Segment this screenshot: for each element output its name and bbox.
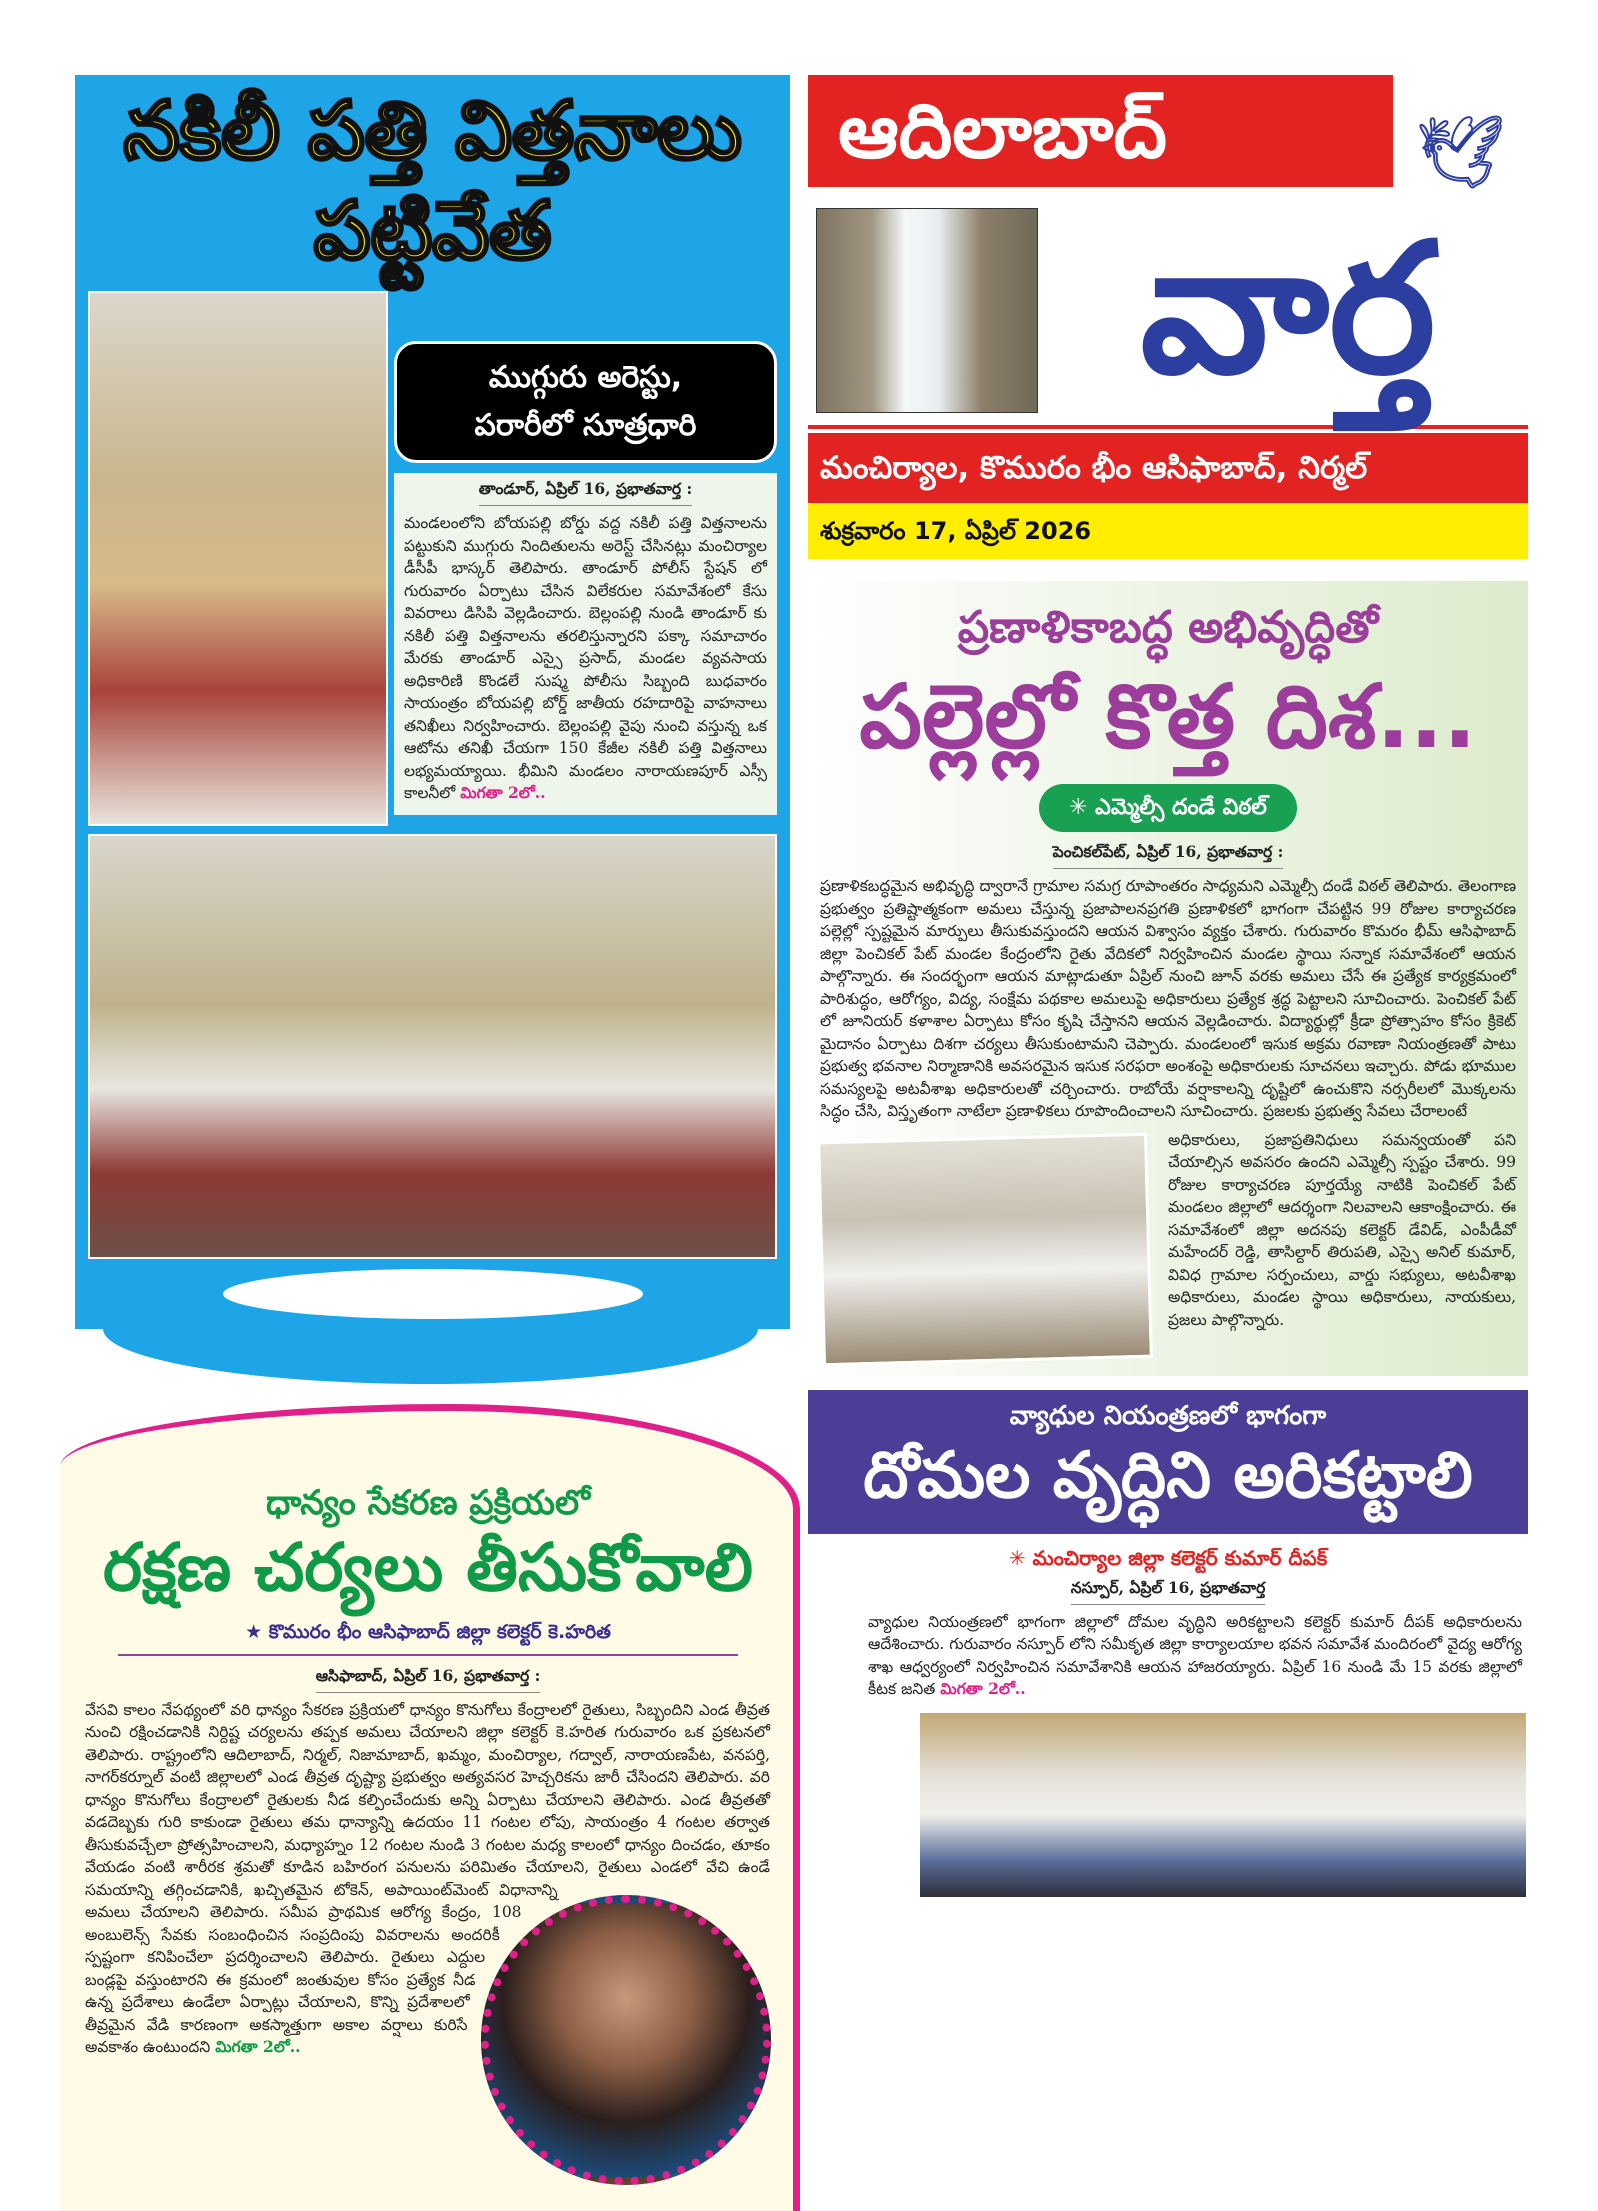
masthead-logo-row [808, 195, 1528, 429]
story1-subhead [394, 341, 777, 463]
story1-box-bottom [103, 1329, 758, 1384]
dove-logo-icon: 🕊 [1416, 111, 1505, 193]
right-column [808, 75, 1528, 1899]
story1-box [75, 75, 790, 1329]
story1-dateline: తాండూర్, ఏప్రిల్ 16, ప్రభాతవార్త : [479, 479, 692, 506]
story4-continued-link[interactable]: మిగతా 2లో.. [940, 1679, 1026, 1699]
story3-byline: ★ కొమురం భీం ఆసిఫాబాద్ జిల్లా కలెక్టర్ కె.హరిత [118, 1621, 738, 1656]
story4-dateline-wrap [808, 1578, 1528, 1605]
story3-photo-collector [481, 1895, 771, 2185]
story4-body-text: వ్యాధుల నియంత్రణలో భాగంగా జిల్లాలో దోమల వృద్ధిని అరికట్టాలని కలెక్టర్ కుమార్ దీపక్ అధికారులను ఆదేశించారు. గురువారం నస్పూర్ లోని సమీకృత జిల్లా కార్యాలయాల భవన సమావేశ మందిరంలో వైద్య ఆరోగ్య శాఖ ఆధ్వర్యంలో నిర్వహించిన సమావేశానికి ఆయన హాజరయ్యారు. ఏప్రిల్ 16 నుండి మే 15 వరకు జిల్లాలో కీటక జనిత [868, 1612, 1522, 1699]
story4-headline: దోమల వృద్ధిని అరికట్టాలి [863, 1439, 1473, 1514]
story1-photo-inspection [88, 291, 388, 826]
story2-kicker: ప్రణాళికాబద్ధ అభివృద్ధితో [957, 602, 1379, 653]
story2-box [808, 581, 1528, 1376]
story2-row [820, 1129, 1516, 1362]
story3-dateline: ఆసిఫాబాద్, ఏప్రిల్ 16, ప్రభాతవార్త : [316, 1666, 541, 1693]
story2-dateline: పెంచికల్‌పేట్, ఏప్రిల్ 16, ప్రభాతవార్త : [1053, 842, 1284, 869]
story1-subhead-line1: ముగ్గురు అరెస్టు, [488, 360, 683, 395]
story4-byline: ✳ మంచిర్యాల జిల్లా కలెక్టర్ కుమార్ దీపక్ [1008, 1545, 1328, 1570]
story1-photo-accused [88, 834, 777, 1259]
masthead-title-main: వార్త [1140, 205, 1436, 414]
story3-float-spacer [770, 1699, 771, 1889]
story1-body [404, 512, 767, 805]
story4-body [808, 1611, 1528, 1701]
masthead-date: శుక్రవారం 17, ఏప్రిల్ 2026 [808, 503, 1528, 559]
decorative-oval [223, 1269, 643, 1319]
story4-headline-box [808, 1390, 1528, 1534]
story1-text [394, 473, 777, 815]
story2-headline: పల్లెల్లో కొత్త దిశ... [859, 665, 1477, 769]
story2-photo-meeting [817, 1132, 1153, 1366]
masthead-districts: మంచిర్యాల, కొమురం భీం ఆసిఫాబాద్, నిర్మల్ [808, 433, 1528, 503]
story1-row [88, 291, 777, 826]
story4-dateline: నస్పూర్, ఏప్రిల్ 16, ప్రభాతవార్త [1071, 1578, 1266, 1605]
left-column [60, 75, 800, 2211]
story3-body [85, 1699, 771, 2191]
story1-body-text: మండలంలోని బోయపల్లి బోర్డు వద్ద నకిలీ పత్తి విత్తనాలను పట్టుకుని ముగ్గురు నిందితులను అరెస్ట్ చేసినట్లు మంచిర్యాల డీసీపీ భాస్కర్ తెలిపారు. తాండూర్ పోలీస్ స్టేషన్ లో గురువారం ఏర్పాటు చేసిన విలేకరుల సమావేశంలో కేసు వివరాలు డిసిపి వెల్లడించారు. బెల్లంపల్లి నుండి తాండూర్ కు నకిలీ పత్తి విత్తనాలను తరలిస్తున్నారని పక్కా సమాచారం మేరకు తాండూర్ ఎస్సై ప్రసాద్, మండల వ్యవసాయ అధికారిణి కొండలే సుష్మ పోలీసు సిబ్బంది బుధవారం సాయంత్రం బోయపల్లి బోర్డ్ జాతీయ రహదారిపై వాహనాలు తనిఖీలు నిర్వహించారు. బెల్లంపల్లి వైపు నుంచి వస్తున్న ఒక ఆటోను తనిఖీ చేయగా 150 కేజీల నకిలీ పత్తి విత్తనాలు లభ్యమయ్యాయి. భీమిని మండలం నారాయణపూర్ ఎస్సీ కాలనీలో [404, 514, 767, 802]
story1-right [394, 291, 777, 815]
story1-continued-link[interactable]: మిగతా 2లో.. [460, 783, 546, 802]
story3-headline: రక్షణ చర్యలు తీసుకోవాలి [103, 1529, 753, 1607]
story3-box [60, 1404, 800, 2211]
story3-body-text: వేసవి కాలం నేపథ్యంలో వరి ధాన్యం సేకరణ ప్రక్రియలో ధాన్యం కొనుగోలు కేంద్రాలలో రైతులు, సిబ్బందిని ఎండ తీవ్రత నుంచి రక్షించడానికి నిర్దిష్ట చర్యలను తప్పక అమలు చేయాలని జిల్లా కలెక్టర్ కె.హరిత గురువారం ఒక ప్రకటనలో తెలిపారు. రాష్ట్రంలోని ఆదిలాబాద్, నిర్మల్, నిజామాబాద్, ఖమ్మం, మంచిర్యాల, గద్వాల్, నారాయణపేట, వనపర్తి, నాగర్‌కర్నూల్ వంటి జిల్లాలలో ఎండ తీవ్రత దృష్ట్యా ప్రభుత్వం అత్యవసర హెచ్చరికను జారీ చేసిందని తెలిపారు. వరి ధాన్యం కొనుగోలు కేంద్రాలలో రైతులకు నీడ కల్పించేందుకు అన్ని ఏర్పాటు చేయాలని తెలిపారు. ఎండ తీవ్రతతో వడదెబ్బకు గురి కాకుండా రైతులు తమ ధాన్యాన్ని ఉదయం 11 గంటల లోపు, సాయంత్రం 4 గంటల తర్వాత తీసుకువచ్చేలా ప్రోత్సహించాలని, మధ్యాహ్నం 12 గంటల నుండి 3 గంటల మధ్య కాలంలో ధాన్యం దించడం, తూకం వేయడం వంటి శారీరక శ్రమతో కూడిన బహిరంగ పనులను పరిమితం చేయాలని, రైతులు ఎండలో వేచి ఉండే సమయాన్ని తగ్గించడానికి, ఖచ్చితమైన టోకెన్, అపాయింట్‌మెంట్ విధానాన్ని అమలు చేయాలని తెలిపారు. సమీప ప్రాథమిక ఆరోగ్య కేంద్రం, 108 అంబులెన్స్ సేవకు సంబంధించిన సంప్రదింపు వివరాలను అందరికీ స్పష్టంగా కనిపించేలా ప్రదర్శించాలని తెలిపారు. రైతులు ఎద్దుల బండ్లపై వస్తుంటారని ఈ క్రమంలో జంతువుల కోసం ప్రత్యేక నీడ ఉన్న ప్రదేశాలు ఉండేలా ఏర్పాట్లు చేయాలని, కొన్ని ప్రదేశాలలో తీవ్రమైన వేడి కారణంగా అకస్మాత్తుగా అకాల వర్షాలు కురిసే అవకాశం ఉంటుందని [85, 1700, 770, 2057]
story2-body-column: అధికారులు, ప్రజాప్రతినిధులు సమన్వయంతో పని చేయాల్సిన అవసరం ఉందని ఎమ్మెల్సీ స్పష్టం చేశారు. 99 రోజుల కార్యాచరణ పూర్తయ్యే నాటికి పెంచికల్ పేట్ మండలం జిల్లాలో ఆదర్శంగా నిలవాలని ఆకాంక్షించారు. ఈ సమావేశంలో జిల్లా అదనపు కలెక్టర్ డేవిడ్, ఎంపీడీవో మహేందర్ రెడ్డి, తాసిల్దార్ తిరుపతి, ఎస్సై అనిల్ కుమార్, వివిధ గ్రామాల సర్పంచులు, వార్డు సభ్యులు, అటవీశాఖ అధికారులు, మండల స్థాయి అధికారులు, నాయకులు, ప్రజలు పాల్గొన్నారు. [1168, 1130, 1516, 1329]
waterfall-photo [816, 208, 1038, 413]
masthead-top [808, 75, 1528, 193]
story2-byline: ✳ ఎమ్మెల్సీ దండే విఠల్ [1039, 784, 1297, 832]
story1-headline: నకిలీ పత్తి విత్తనాలు పట్టివేత [123, 84, 742, 277]
story3-continued-link[interactable]: మిగతా 2లో.. [215, 2037, 301, 2057]
masthead-title-top: ఆదిలాబాద్ [808, 75, 1393, 187]
story4-photo-meeting [918, 1711, 1528, 1899]
story4-kicker: వ్యాధుల నియంత్రణలో భాగంగా [1009, 1400, 1327, 1431]
story1-subhead-line2: పరారీలో సూత్రధారి [474, 408, 697, 443]
story2-body: ప్రణాళికబద్ధమైన అభివృద్ధి ద్వారానే గ్రామాల సమగ్ర రూపాంతరం సాధ్యమని ఎమ్మెల్సీ దండే విఠల్ తెలిపారు. తెలంగాణ ప్రభుత్వం ప్రతిష్టాత్మకంగా అమలు చేస్తున్న ప్రజాపాలనప్రగతి ప్రణాళికలో భాగంగా చేపట్టిన 99 రోజుల కార్యాచరణ పల్లెల్లో స్పష్టమైన మార్పులు తీసుకువస్తుందని ఆయన విశ్వాసం వ్యక్తం చేశారు. గురువారం కొమరం భీమ్ ఆసిఫాబాద్ జిల్లా పెంచికల్ పేట్ మండల కేంద్రంలోని రైతు వేదికలో నిర్వహించిన మండల స్థాయి సన్నాక సమావేశంలో ఆయన పాల్గొన్నారు. ఈ సందర్భంగా ఆయన మాట్లాడుతూ ఏప్రిల్ నుంచి జూన్ వరకు అమలు చేసే ఈ ప్రత్యేక కార్యక్రమంలో పారిశుద్ధం, ఆరోగ్యం, విద్య, సంక్షేమ పథకాల అమలుపై అధికారులు ప్రత్యేక శ్రద్ధ పెట్టాలని సూచించారు. పెంచికల్ పేట్ లో జూనియర్ కళాశాల ఏర్పాటు కోసం కృషి చేస్తానని ఆయన వెల్లడించారు. విద్యార్థుల్లో క్రీడా ప్రోత్సాహం కోసం క్రికెట్ మైదానం ఏర్పాటు దిశగా చర్యలు తీసుకుంటామని చెప్పారు. మండలంలో ఇసుక అక్రమ రవాణా నియంత్రణతో పాటు ప్రభుత్వ భవనాల నిర్మాణానికి అవసరమైన ఇసుక సరఫరా అంశంపై అధికారులకు సూచనలు ఇచ్చారు. పోడు భూముల సమస్యలపై అటవీశాఖ అధికారులతో చర్చించారు. రాబోయే వర్షాకాలన్ని దృష్టిలో ఉంచుకొని నర్సరీలలో మొక్కలను సిద్ధం చేసి, విస్తృతంగా నాటేలా ప్రణాళికలు రూపొందించాలని సూచించారు. ప్రజలకు ప్రభుత్వ సేవలు చేరాలంటే [820, 877, 1517, 1121]
story3-kicker: ధాన్యం సేకరణ ప్రక్రియలో [265, 1483, 591, 1523]
story1-oval-wrap [88, 1259, 777, 1329]
